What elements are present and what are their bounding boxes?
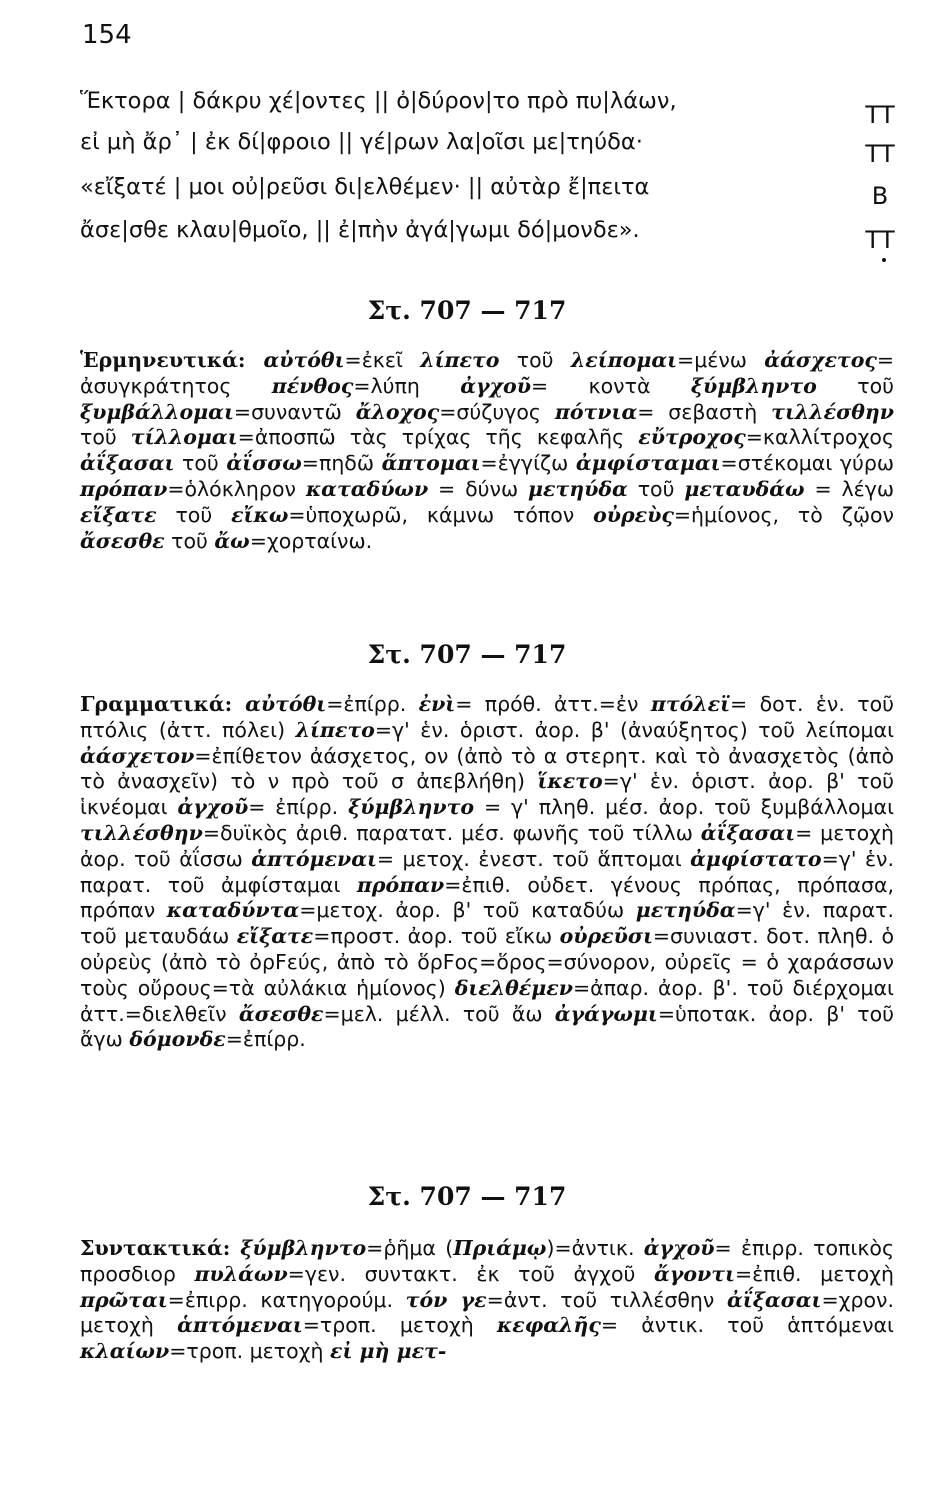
headword: τιλλέσθην bbox=[80, 820, 203, 845]
gloss-text: =σύζυγος bbox=[439, 399, 555, 424]
headword: αὐτόθι bbox=[245, 692, 327, 716]
gloss-text: = λέγω bbox=[804, 476, 895, 501]
gloss-text: = πρόθ. ἀττ.=ἐν bbox=[455, 692, 651, 716]
headword: ἀγάγωμι bbox=[554, 1001, 658, 1026]
section-label: Ἑρμηνευτικά: bbox=[80, 348, 264, 372]
headword: κεφαλῆς bbox=[496, 1313, 601, 1338]
headword: καταδύων bbox=[305, 476, 429, 501]
section-heading: Στ. 707 — 717 bbox=[367, 296, 567, 325]
headword: ἀΐξασαι bbox=[727, 1287, 822, 1312]
headword: οὐρεῦσι bbox=[559, 924, 653, 949]
headword: ἐνὶ bbox=[418, 692, 456, 716]
gloss-text: = κοντὰ bbox=[530, 373, 691, 398]
gloss-text: = ἀσυγκράτητος bbox=[80, 348, 895, 398]
gloss-text: = ἀντικ. τοῦ ἁπτόμεναι bbox=[600, 1313, 894, 1338]
gloss-text: =ἐπίρρ. bbox=[326, 692, 419, 716]
gloss-text: =ἐκεῖ bbox=[344, 348, 421, 372]
headword: τόν γε bbox=[405, 1287, 487, 1312]
verse-meter-tag: ΤΤ bbox=[865, 226, 895, 254]
headword: ἅπτομαι bbox=[381, 451, 481, 476]
section-label: Συντακτικά: bbox=[80, 1236, 241, 1260]
gloss-text: )=ἀντικ. bbox=[546, 1236, 644, 1260]
headword: πυλάων bbox=[194, 1261, 288, 1286]
gloss-text: =καλλίτροχος bbox=[745, 425, 894, 450]
gloss-text: =μελ. μέλλ. τοῦ ἄω bbox=[323, 1001, 555, 1026]
headword: ἀγχοῦ bbox=[643, 1236, 715, 1260]
section-paragraph bbox=[80, 692, 894, 1053]
gloss-text: τοῦ bbox=[164, 528, 215, 553]
verse-line: Ἕκτορα | δάκρυ χέ|οντες || ὀ|δύρον|το πρὸ πυ|λάων, bbox=[80, 88, 677, 114]
gloss-text: =τροπ. μετοχὴ bbox=[169, 1339, 330, 1364]
gloss-text: = γ' πληθ. μέσ. ἀορ. τοῦ ξυμβάλλομαι bbox=[474, 795, 895, 820]
headword: ἀάσχετον bbox=[80, 743, 195, 768]
gloss-text: =γεν. συντακτ. ἐκ τοῦ ἀγχοῦ bbox=[287, 1261, 655, 1286]
headword: ἁπτόμεναι bbox=[177, 1313, 303, 1338]
gloss-text: =ἡμίονος, τὸ ζῷον bbox=[673, 502, 895, 527]
headword: ἀγχοῦ bbox=[177, 795, 249, 820]
headword: ξύμβληντο bbox=[348, 795, 475, 820]
headword: οὐρεὺς bbox=[593, 502, 674, 527]
gloss-text: = σεβαστὴ bbox=[637, 399, 772, 424]
gloss-text: = ἐπίρρ. bbox=[248, 795, 349, 820]
headword: ἁπτόμεναι bbox=[251, 846, 377, 871]
gloss-text: = ἐπιρρ. τοπικὸς προσδιορ bbox=[80, 1236, 894, 1286]
gloss-text: =μετοχ. ἀορ. β' τοῦ καταδύω bbox=[299, 898, 636, 923]
gloss-text: =ἐπιθ. μετοχὴ bbox=[734, 1261, 894, 1286]
verse-meter-tag: ΤΤ bbox=[865, 101, 895, 129]
section-heading: Στ. 707 — 717 bbox=[367, 640, 567, 669]
gloss-text: =δυϊκὸς ἀριθ. παρατατ. μέσ. φωνῆς τοῦ τίλλω bbox=[202, 820, 701, 845]
headword: ἀΐσσω bbox=[226, 451, 302, 476]
headword: μετηύδα bbox=[528, 476, 628, 501]
dot-mark bbox=[882, 258, 886, 262]
gloss-text: τοῦ bbox=[156, 502, 232, 527]
headword: Πριάμῳ bbox=[453, 1236, 547, 1260]
gloss-text: τοῦ bbox=[174, 451, 227, 476]
gloss-text: τοῦ bbox=[816, 373, 895, 398]
verse-line: εἰ μὴ ἄρ᾽ | ἐκ δί|φροιο || γέ|ρων λα|οῖσι με|τηύδα· bbox=[80, 129, 643, 155]
headword: ἄσεσθε bbox=[238, 1001, 324, 1026]
headword: εἴκω bbox=[231, 502, 289, 527]
gloss-text: τοῦ bbox=[627, 476, 685, 501]
gloss-text: =ἐγγίζω bbox=[480, 451, 576, 476]
gloss-text: = μετοχὴ ἀορ. τοῦ ἀΐσσω bbox=[80, 820, 894, 871]
gloss-text: =χρον. μετοχὴ bbox=[80, 1287, 894, 1338]
headword: διελθέμεν bbox=[454, 975, 573, 1000]
gloss-text: =γ' ἑν. ὁριστ. ἀορ. β' τοῦ ἱκνέομαι bbox=[80, 769, 894, 820]
verse-meter-tag: Β bbox=[871, 182, 889, 210]
gloss-text: =ἀποσπῶ τὰς τρίχας τῆς κεφαλῆς bbox=[237, 425, 639, 450]
gloss-text: =ἐπιρρ. κατηγορούμ. bbox=[167, 1287, 406, 1312]
headword: μεταυδάω bbox=[684, 476, 805, 501]
headword: ἀμφίστατο bbox=[690, 846, 822, 871]
gloss-text: =μένω bbox=[677, 348, 765, 372]
gloss-text: =ἐπίθετον ἀάσχετος, ον (ἀπὸ τὸ α στερητ. καὶ τὸ ἀνασχετὸς (ἀπὸ τὸ ἀνασχεῖν) τὸ ν πρὸ τοῦ σ ἀπεβλήθη) bbox=[80, 743, 894, 794]
headword: ἀγχοῦ bbox=[460, 373, 531, 398]
gloss-text: =στέκομαι γύρω bbox=[720, 451, 895, 476]
gloss-text: =ἐπιθ. οὐδετ. γένους πρόπας, πρόπασα, πρόπαν bbox=[80, 872, 894, 923]
headword: κλαίων bbox=[80, 1339, 170, 1364]
headword: ἀάσχετος bbox=[764, 348, 877, 372]
gloss-text: =πηδῶ bbox=[301, 451, 382, 476]
gloss-text: =χορταίνω. bbox=[249, 528, 373, 553]
headword: εἰ μὴ μετ- bbox=[330, 1339, 447, 1364]
headword: ἀΐξασαι bbox=[80, 451, 175, 476]
gloss-text: =ὑποτακ. ἀορ. β' τοῦ ἄγω bbox=[80, 1001, 895, 1052]
headword: εἴξατε bbox=[236, 924, 314, 949]
headword: λίπετο bbox=[295, 717, 375, 742]
headword: ἄω bbox=[214, 528, 250, 553]
gloss-text: =λύπη bbox=[353, 373, 461, 398]
gloss-text: =ἀπαρ. ἀορ. β'. τοῦ διέρχομαι ἀττ.=διελθεῖν bbox=[80, 975, 894, 1026]
verse-line: «εἴξατέ | μοι οὐ|ρεῦσι δι|ελθέμεν· || αὐτὰρ ἔ|πειτα bbox=[80, 174, 650, 200]
headword: εὔτροχος bbox=[638, 425, 746, 450]
gloss-text: =συνιαστ. δοτ. πληθ. ὁ οὐρεὺς (ἀπὸ τὸ ὀρFεύς, ἀπὸ τὸ ὅρFος=ὅρος=σύνορον, οὐρεῖς = ὁ χαράσσων τοὺς οὔρους=τὰ αὐλάκια ἡμίονος) bbox=[80, 924, 895, 1000]
section-paragraph bbox=[80, 348, 894, 554]
headword: αὐτόθι bbox=[263, 348, 345, 372]
headword: εἴξατε bbox=[80, 502, 157, 527]
gloss-text: =ὁλόκληρον bbox=[167, 476, 306, 501]
headword: λείπομαι bbox=[570, 348, 678, 372]
headword: ξυμβάλλομαι bbox=[80, 399, 234, 424]
gloss-text: = δοτ. ἑν. τοῦ πτόλις (ἀττ. πόλει) bbox=[80, 692, 894, 742]
headword: καταδύντα bbox=[166, 898, 300, 923]
verse-meter-tag: ΤΤ bbox=[865, 140, 895, 168]
gloss-text: =ὑποχωρῶ, κάμνω τόπον bbox=[288, 502, 594, 527]
headword: ἄγοντι bbox=[654, 1261, 735, 1286]
headword: λίπετο bbox=[420, 348, 500, 372]
gloss-text: =γ' ἑν. παρατ. τοῦ μεταυδάω bbox=[80, 898, 894, 949]
headword: ἵκετο bbox=[537, 769, 603, 794]
headword: τίλλομαι bbox=[130, 425, 238, 450]
headword: πότνια bbox=[554, 399, 638, 424]
headword: ξύμβληντο bbox=[690, 373, 817, 398]
gloss-text: = μετοχ. ἐνεστ. τοῦ ἅπτομαι bbox=[376, 846, 691, 871]
gloss-text: τοῦ bbox=[499, 348, 571, 372]
section-heading: Στ. 707 — 717 bbox=[367, 1182, 567, 1211]
gloss-text: =γ' ἑν. παρατ. τοῦ ἀμφίσταμαι bbox=[80, 846, 895, 897]
gloss-text: =ἀντ. τοῦ τιλλέσθην bbox=[486, 1287, 727, 1312]
gloss-text: = δύνω bbox=[428, 476, 528, 501]
headword: ἀΐξασαι bbox=[700, 820, 796, 845]
headword: πρόπαν bbox=[80, 476, 168, 501]
headword: μετηύδα bbox=[635, 898, 736, 923]
headword: τιλλέσθην bbox=[771, 399, 894, 424]
gloss-text: =προστ. ἀορ. τοῦ εἴκω bbox=[313, 924, 560, 949]
page-number: 154 bbox=[82, 20, 132, 50]
gloss-text: τοῦ bbox=[80, 425, 131, 450]
headword: πρῶται bbox=[80, 1287, 168, 1312]
headword: πένθος bbox=[271, 373, 354, 398]
headword: πρόπαν bbox=[356, 872, 445, 897]
headword: δόμονδε bbox=[129, 1027, 226, 1052]
gloss-text: =ἐπίρρ. bbox=[225, 1027, 306, 1052]
headword: ξύμβληντο bbox=[240, 1236, 367, 1260]
headword: πτόλεϊ bbox=[650, 692, 731, 716]
verse-line: ἄσε|σθε κλαυ|θμοῖο, || ἐ|πὴν ἀγά|γωμι δό|μονδε». bbox=[80, 217, 640, 243]
gloss-text: =συναντῶ bbox=[233, 399, 356, 424]
gloss-text: =τροπ. μετοχὴ bbox=[302, 1313, 497, 1338]
section-paragraph bbox=[80, 1236, 894, 1365]
headword: ἄλοχος bbox=[355, 399, 440, 424]
headword: ἀμφίσταμαι bbox=[575, 451, 721, 476]
headword: ἄσεσθε bbox=[80, 528, 165, 553]
gloss-text: =ῥῆμα ( bbox=[366, 1236, 454, 1260]
gloss-text: =γ' ἑν. ὁριστ. ἀορ. β' (ἀναύξητος) τοῦ λείπομαι bbox=[374, 717, 894, 742]
section-label: Γραμματικά: bbox=[80, 692, 246, 716]
